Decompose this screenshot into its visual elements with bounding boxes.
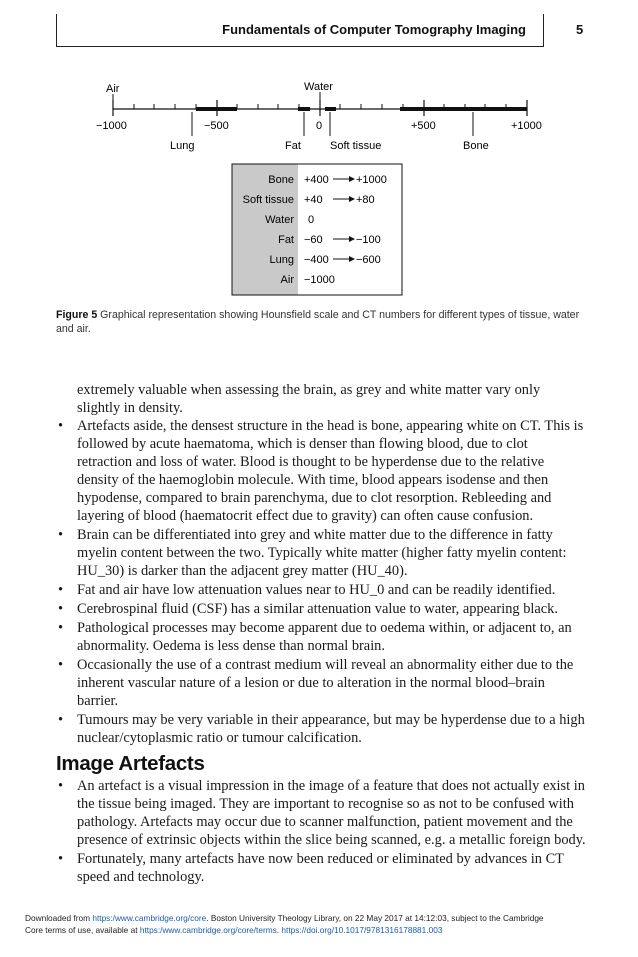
list-item <box>56 526 586 580</box>
bullet-list <box>56 417 586 747</box>
row-tissue-water: Water <box>265 214 294 226</box>
table-from-values <box>304 174 335 286</box>
bullet-glyph: • <box>58 527 64 543</box>
arrow-head-bone <box>349 176 355 182</box>
table-arrows <box>333 176 355 262</box>
row-from-air: −1000 <box>304 274 335 286</box>
row-tissue-air: Air <box>280 274 294 286</box>
list-item <box>56 656 586 710</box>
bullet-glyph: • <box>58 778 64 794</box>
header-bottom-rule <box>56 46 544 47</box>
bullet-glyph: • <box>58 851 64 867</box>
arrow-head-fat <box>349 236 355 242</box>
continuation-paragraph: extremely valuable when assessing the brain, as grey and white matter vary only slightly in density. <box>77 382 541 416</box>
running-title: Fundamentals of Computer Tomography Imaging <box>222 22 526 37</box>
label-air: Air <box>106 83 120 95</box>
list-item-text: Artefacts aside, the densest structure in the head is bone, appearing white on CT. This is followed by acute haematoma, which is denser than flowing blood, due to clot retraction and loss of water. Blood is thought to be hyperdense due to the relative density of the haemoglobin molecule. With time, blood appears isodense and then hypodense, compared to brain parenchyma, due to clot resorption. Rebleeding and layering of blood (haematocrit effect due to gravity) can often cause confusion. <box>77 418 584 524</box>
list-item-text: An artefact is a visual impression in the image of a feature that does not actually exist in the tissue being imaged. They are important to recognise so as not to be confused with pathology. Artefacts may occur due to scanner malfunction, patient movement and the presence of extrinsic objects within the slice being scanned, e.g. a metallic foreign body. <box>77 778 586 848</box>
footer-terms-link[interactable]: https:/www.cambridge.org/core/terms <box>139 925 277 935</box>
list-item-text: Tumours may be very variable in their appearance, but may be hyperdense due to a high nuclear/cytoplasmic ratio or tumour calcification. <box>77 712 585 746</box>
list-item <box>56 777 586 849</box>
arrow-head-soft-tissue <box>349 196 355 202</box>
row-tissue-lung: Lung <box>269 254 294 266</box>
list-item-text: Brain can be differentiated into grey and white matter due to the difference in fatty myelin content between the two. Typically white matter (higher fatty myelin content: HU_30) is darker than the adjacent grey matter (HU_40). <box>77 527 567 579</box>
tick-label-plus-500: +500 <box>411 120 436 132</box>
tick-label-minus-1000: −1000 <box>96 120 127 132</box>
bullet-glyph: • <box>58 712 64 728</box>
footer-line2-start: Core terms of use, available at <box>25 925 138 935</box>
footer-doi-link[interactable]: https://doi.org/10.1017/9781316178881.003 <box>281 925 443 935</box>
bullet-glyph: • <box>58 620 64 636</box>
row-to-lung: −600 <box>356 254 381 266</box>
footer-core-link[interactable]: https:/www.cambridge.org/core <box>92 913 207 923</box>
list-item-text: Fortunately, many artefacts have now been reduced or eliminated by advances in CT speed and technology. <box>77 851 564 885</box>
list-item <box>56 600 586 618</box>
row-from-soft-tissue: +40 <box>304 194 323 206</box>
caption-text: Graphical representation showing Hounsfield scale and CT numbers for different types of tissue, water and air. <box>56 309 580 335</box>
list-item-text: Fat and air have low attenuation values near to HU_0 and can be readily identified. <box>77 582 556 598</box>
hounsfield-figure <box>90 72 560 304</box>
list-item-text: Cerebrospinal fluid (CSF) has a similar attenuation value to water, appearing black. <box>77 601 558 617</box>
tick-label-zero: 0 <box>316 120 323 132</box>
label-lung: Lung <box>170 140 195 152</box>
body-text <box>56 381 586 887</box>
figure-caption <box>56 308 586 336</box>
download-footer: Downloaded from https:/www.cambridge.org/core. Boston University Theology Library, on 22 May 2017 at 14:12:03, subject to the Cambridge Core terms of use, available at https:/www.cambridge.org/core/terms. https://doi.org/10.1017/9781316178881.003 <box>25 913 544 935</box>
row-from-fat: −60 <box>304 234 323 246</box>
section-bullet-list <box>56 777 586 886</box>
label-fat: Fat <box>285 140 301 152</box>
row-from-water: 0 <box>308 214 315 226</box>
bullet-glyph: • <box>58 418 64 434</box>
list-item-text: Occasionally the use of a contrast medium will reveal an abnormality either due to the inherent vascular nature of a lesion or due to alteration in the normal blood–brain barrier. <box>77 657 574 709</box>
row-from-lung: −400 <box>304 254 329 266</box>
bullet-glyph: • <box>58 582 64 598</box>
figure-label: Figure 5 <box>56 309 98 321</box>
label-water: Water <box>304 81 333 93</box>
row-from-bone: +400 <box>304 174 329 186</box>
row-to-fat: −100 <box>356 234 381 246</box>
row-to-soft-tissue: +80 <box>356 194 375 206</box>
row-tissue-fat: Fat <box>278 234 294 246</box>
list-item-text: Pathological processes may become apparent due to oedema within, or adjacent to, an abnormality. Oedema is less dense than normal brain. <box>77 620 572 654</box>
table-to-values <box>356 174 387 266</box>
page-number: 5 <box>576 22 584 37</box>
tick-label-plus-1000: +1000 <box>511 120 542 132</box>
footer-mid-text: . Boston University Theology Library, on 22 May 2017 at 14:12:03, subject to the Cambridge <box>206 913 544 923</box>
tick-label-minus-500: −500 <box>204 120 229 132</box>
bullet-glyph: • <box>58 657 64 673</box>
footer-downloaded-from: Downloaded from <box>25 913 91 923</box>
list-item <box>56 711 586 747</box>
header-right-rule <box>543 14 544 46</box>
hounsfield-scale-diagram <box>90 72 560 304</box>
label-bone: Bone <box>463 140 489 152</box>
list-item <box>56 417 586 525</box>
running-header <box>56 14 594 46</box>
section-heading: Image Artefacts <box>56 752 205 775</box>
arrow-head-lung <box>349 256 355 262</box>
list-item <box>56 581 586 599</box>
header-left-rule <box>56 14 57 46</box>
row-tissue-bone: Bone <box>268 174 294 186</box>
bullet-glyph: • <box>58 601 64 617</box>
row-to-bone: +1000 <box>356 174 387 186</box>
label-soft-tissue: Soft tissue <box>330 140 382 152</box>
row-tissue-soft-tissue: Soft tissue <box>242 194 294 206</box>
list-item <box>56 619 586 655</box>
list-item <box>56 850 586 886</box>
